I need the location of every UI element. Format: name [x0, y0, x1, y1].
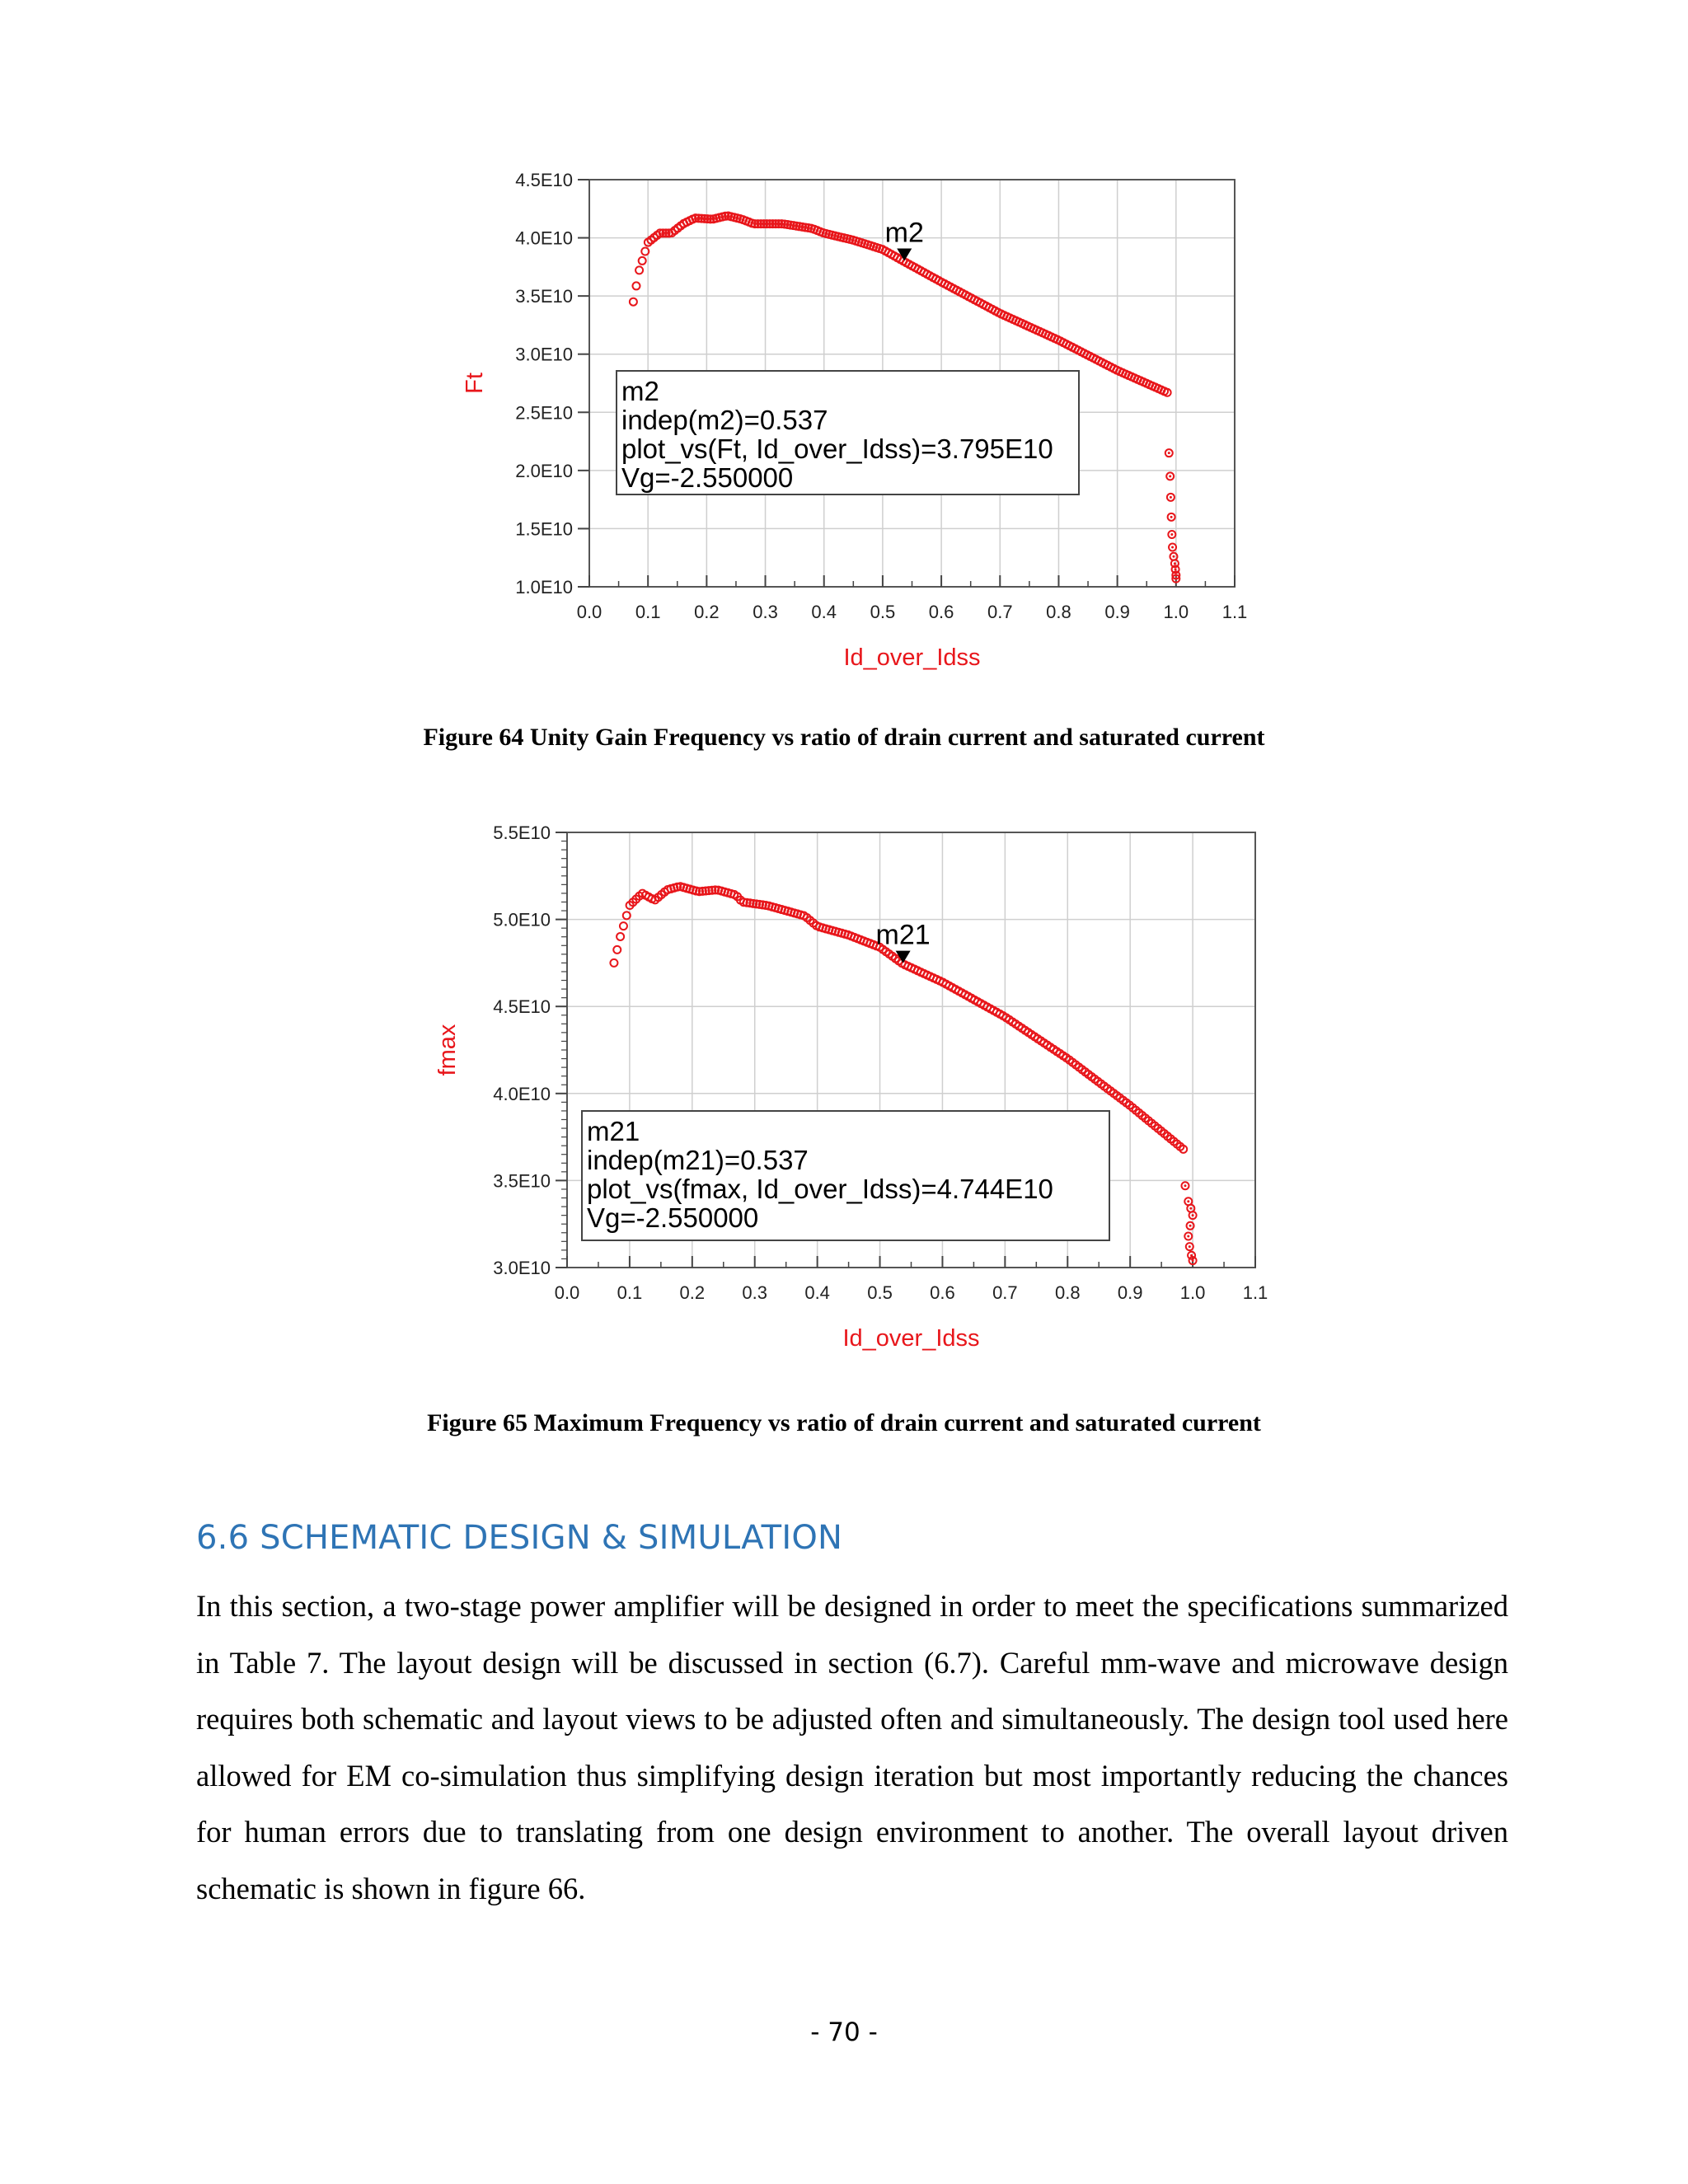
marker-readout-line: indep(m21)=0.537 — [587, 1145, 809, 1175]
data-point — [613, 946, 621, 954]
x-tick-label: 0.4 — [804, 1282, 830, 1303]
marker-readout-line: Vg=-2.550000 — [621, 462, 794, 493]
x-tick-label: 0.1 — [617, 1282, 643, 1303]
marker-readout-line: m2 — [621, 376, 659, 406]
data-point-center — [1172, 555, 1175, 558]
data-point-center — [1189, 1245, 1191, 1248]
data-point — [617, 933, 624, 940]
x-tick-label: 0.3 — [742, 1282, 768, 1303]
marker-label: m2 — [884, 217, 924, 249]
x-tick-label: 0.6 — [928, 602, 954, 622]
y-tick-label: 1.0E10 — [515, 577, 573, 598]
data-point-center — [1184, 1184, 1186, 1187]
x-tick-label: 0.8 — [1054, 1282, 1081, 1303]
data-point-center — [1192, 1259, 1194, 1262]
marker-readout-line: indep(m2)=0.537 — [621, 405, 828, 435]
x-tick-label: 1.0 — [1179, 1282, 1206, 1303]
x-tick-label: 0.4 — [811, 602, 837, 622]
x-tick-label: 0.6 — [930, 1282, 955, 1303]
x-tick-label: 0.5 — [870, 602, 896, 622]
data-point-center — [1171, 546, 1174, 549]
x-tick-label: 0.5 — [867, 1282, 893, 1303]
y-tick-label: 5.5E10 — [493, 823, 551, 843]
y-axis-label: Ft — [462, 373, 488, 394]
data-point — [635, 266, 643, 274]
data-point-center — [1170, 533, 1173, 536]
x-tick-label: 1.0 — [1163, 602, 1189, 622]
page-number: - 70 - — [810, 2018, 878, 2047]
data-point-center — [1189, 1225, 1192, 1227]
figure-65-caption: Figure 65 Maximum Frequency vs ratio of drain current and saturated current — [427, 1409, 1261, 1436]
figure-64 — [0, 0, 1688, 709]
data-point-center — [1169, 475, 1171, 477]
x-tick-label: 0.2 — [694, 602, 720, 622]
y-tick-label: 4.0E10 — [493, 1083, 551, 1104]
x-tick-label: 0.1 — [635, 602, 661, 622]
x-tick-label: 0.0 — [576, 602, 603, 622]
x-tick-label: 0.7 — [987, 602, 1013, 622]
x-tick-label: 0.9 — [1117, 1282, 1143, 1303]
x-tick-label: 0.8 — [1046, 602, 1071, 622]
data-point-center — [1192, 1214, 1194, 1216]
x-tick-label: 1.1 — [1221, 602, 1248, 622]
x-tick-label: 0.7 — [992, 1282, 1018, 1303]
data-point-center — [1174, 562, 1176, 565]
ft-chart — [0, 0, 1688, 709]
y-tick-label: 2.5E10 — [515, 402, 573, 424]
y-tick-label: 4.5E10 — [493, 996, 551, 1018]
marker-readout-line: plot_vs(fmax, Id_over_Idss)=4.744E10 — [587, 1174, 1053, 1204]
data-point — [630, 298, 637, 306]
marker-label: m21 — [875, 919, 931, 951]
x-tick-label: 0.0 — [554, 1282, 580, 1303]
data-point-center — [1170, 496, 1172, 499]
figure-65 — [0, 791, 1688, 1385]
data-point-center — [1175, 568, 1177, 570]
data-point-center — [1189, 1207, 1192, 1210]
section-paragraph: In this section, a two-stage power amplifier will be designed in order to meet the specifications summarized in Table 7. The layout design will be discussed in section (6.7). Careful mm-wave and microwave design requires both schematic and layout views to be adjusted often and simultaneously. The design tool used here allowed for EM co-simulation thus simplifying design iteration but most importantly reducing the chances for human errors due to translating from one design environment to another. The overall layout driven schematic is shown in figure 66. — [196, 1589, 1508, 1905]
x-tick-label: 0.9 — [1104, 602, 1130, 622]
y-tick-label: 5.0E10 — [493, 909, 551, 930]
data-point — [620, 922, 627, 930]
marker-readout-line: m21 — [587, 1116, 640, 1146]
data-point — [632, 282, 640, 289]
data-point-center — [1170, 516, 1173, 518]
y-tick-label: 3.5E10 — [515, 286, 573, 307]
x-tick-label: 1.1 — [1242, 1282, 1268, 1303]
figure-64-caption: Figure 64 Unity Gain Frequency vs ratio of drain current and saturated current — [423, 724, 1265, 751]
y-tick-label: 4.0E10 — [515, 227, 573, 249]
y-tick-label: 3.0E10 — [515, 344, 573, 365]
y-tick-label: 2.0E10 — [515, 460, 573, 481]
data-point — [639, 257, 646, 265]
y-tick-label: 3.5E10 — [493, 1170, 551, 1192]
x-tick-label: 0.2 — [679, 1282, 706, 1303]
y-axis-label: fmax — [434, 1024, 461, 1076]
x-tick-label: 0.3 — [753, 602, 778, 622]
marker-readout-line: Vg=-2.550000 — [587, 1202, 759, 1233]
fmax-chart — [0, 791, 1688, 1385]
x-axis-label: Id_over_Idss — [843, 644, 981, 671]
data-point-center — [1187, 1200, 1189, 1202]
data-point — [610, 959, 617, 967]
marker-readout-line: plot_vs(Ft, Id_over_Idss)=3.795E10 — [621, 434, 1053, 464]
y-tick-label: 1.5E10 — [515, 518, 573, 540]
section-heading: 6.6 SCHEMATIC DESIGN & SIMULATION — [196, 1519, 843, 1557]
x-axis-label: Id_over_Idss — [842, 1325, 980, 1352]
data-point-center — [1187, 1235, 1189, 1237]
data-point-center — [1168, 452, 1170, 454]
y-tick-label: 4.5E10 — [515, 170, 573, 190]
data-point-center — [1175, 578, 1177, 580]
y-tick-label: 3.0E10 — [493, 1258, 551, 1278]
